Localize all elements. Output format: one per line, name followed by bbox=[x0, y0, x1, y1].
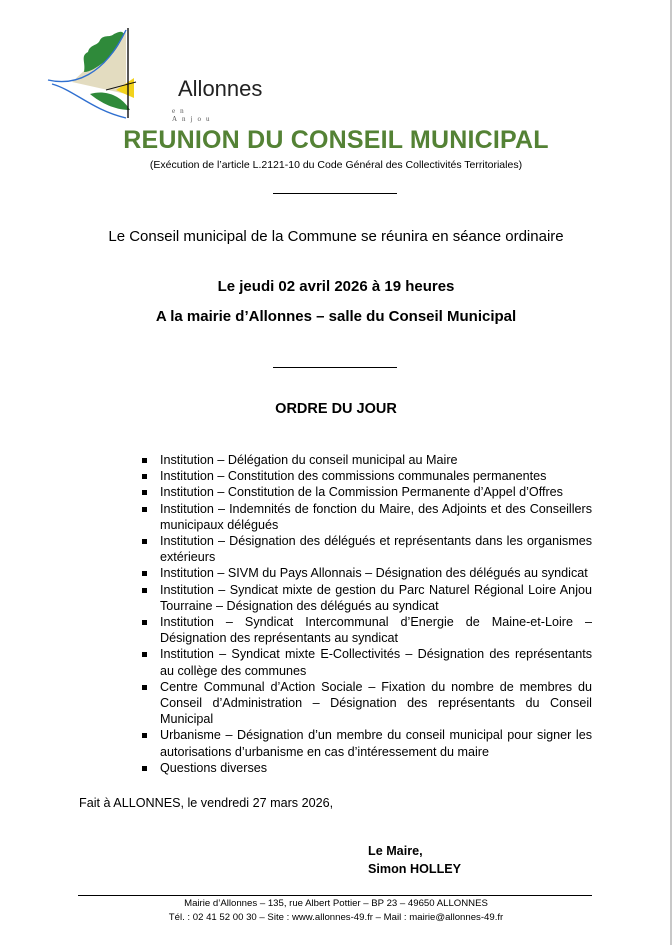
separator bbox=[273, 367, 397, 368]
signer-name: Simon HOLLEY bbox=[368, 862, 462, 876]
agenda-item bbox=[138, 582, 592, 614]
footer-contact: Tél. : 02 41 52 00 30 – Site : www.allonnes-49.fr – Mail : mairie@allonnes-49.fr bbox=[168, 912, 504, 923]
allonnes-logo bbox=[44, 24, 263, 124]
agenda-item bbox=[138, 679, 592, 728]
bullet-icon bbox=[142, 474, 147, 479]
agenda-item-text: Institution – Syndicat mixte de gestion du Parc Naturel Régional Loire Anjou Tourraine – Désignation des délégués au syndicat bbox=[160, 582, 592, 613]
bullet-icon bbox=[142, 490, 147, 495]
bullet-icon bbox=[142, 571, 147, 576]
agenda-item bbox=[138, 760, 592, 776]
agenda-item bbox=[138, 501, 592, 533]
meeting-place: A la mairie d’Allonnes – salle du Conseil Municipal bbox=[155, 308, 517, 325]
logo-tagline: en Anjou bbox=[172, 107, 215, 123]
agenda-item-text: Institution – Constitution de la Commission Permanente d’Appel d’Offres bbox=[160, 485, 563, 500]
bullet-icon bbox=[142, 588, 147, 593]
bullet-icon bbox=[142, 539, 147, 544]
agenda-item-text: Institution – SIVM du Pays Allonnais – Désignation des délégués au syndicat bbox=[160, 566, 588, 581]
agenda-item-text: Institution – Indemnités de fonction du Maire, des Adjoints et des Conseillers municipaux délégués bbox=[160, 501, 592, 532]
agenda-item-text: Institution – Désignation des délégués et représentants dans les organismes extérieurs bbox=[160, 534, 592, 565]
agenda-item bbox=[138, 468, 592, 484]
document-subtitle: (Exécution de l’article L.2121-10 du Code Général des Collectivités Territoriales) bbox=[149, 159, 523, 171]
agenda-item-text: Institution – Constitution des commissions communales permanentes bbox=[160, 469, 547, 484]
bullet-icon bbox=[142, 458, 147, 463]
agenda-title: ORDRE DU JOUR bbox=[275, 401, 397, 417]
footer-address: Mairie d’Allonnes – 135, rue Albert Pottier – BP 23 – 49650 ALLONNES bbox=[184, 898, 488, 909]
footer-separator bbox=[78, 895, 592, 896]
logo-name: Allonnes bbox=[178, 76, 263, 101]
bullet-icon bbox=[142, 685, 147, 690]
agenda-item bbox=[138, 533, 592, 565]
bullet-icon bbox=[142, 652, 147, 657]
bullet-icon bbox=[142, 620, 147, 625]
convocation-intro: Le Conseil municipal de la Commune se réunira en séance ordinaire bbox=[108, 228, 564, 245]
signer-title: Le Maire, bbox=[368, 844, 423, 858]
agenda-item bbox=[138, 646, 592, 678]
agenda-list bbox=[138, 452, 592, 776]
agenda-item-text: Centre Communal d’Action Sociale – Fixation du nombre de membres du Conseil d’Administration – Désignation des représentants du Conseil Municipal bbox=[160, 679, 592, 727]
agenda-item-text: Urbanisme – Désignation d’un membre du conseil municipal pour signer les autorisations d’urbanisme en cas d’intéressement du maire bbox=[160, 728, 592, 759]
agenda-item-text: Questions diverses bbox=[160, 760, 268, 775]
bullet-icon bbox=[142, 733, 147, 738]
agenda-item-text: Institution – Syndicat mixte E-Collectivités – Désignation des représentants au collège des communes bbox=[160, 647, 592, 678]
bullet-icon bbox=[142, 766, 147, 771]
agenda-item-text: Institution – Délégation du conseil municipal au Maire bbox=[160, 453, 458, 467]
agenda-item-text: Institution – Syndicat Intercommunal d’Energie de Maine-et-Loire – Désignation des représentants au syndicat bbox=[160, 615, 592, 646]
agenda-item bbox=[138, 484, 592, 500]
agenda-item bbox=[138, 614, 592, 646]
meeting-date: Le jeudi 02 avril 2026 à 19 heures bbox=[217, 278, 455, 295]
agenda-item bbox=[138, 727, 592, 759]
signature-block bbox=[368, 842, 461, 878]
agenda-item bbox=[138, 452, 592, 468]
document-title: REUNION DU CONSEIL MUNICIPAL bbox=[123, 126, 549, 154]
place-and-date: Fait à ALLONNES, le vendredi 27 mars 2026, bbox=[79, 796, 334, 810]
bullet-icon bbox=[142, 507, 147, 512]
separator bbox=[273, 193, 397, 194]
agenda-item bbox=[138, 565, 592, 581]
